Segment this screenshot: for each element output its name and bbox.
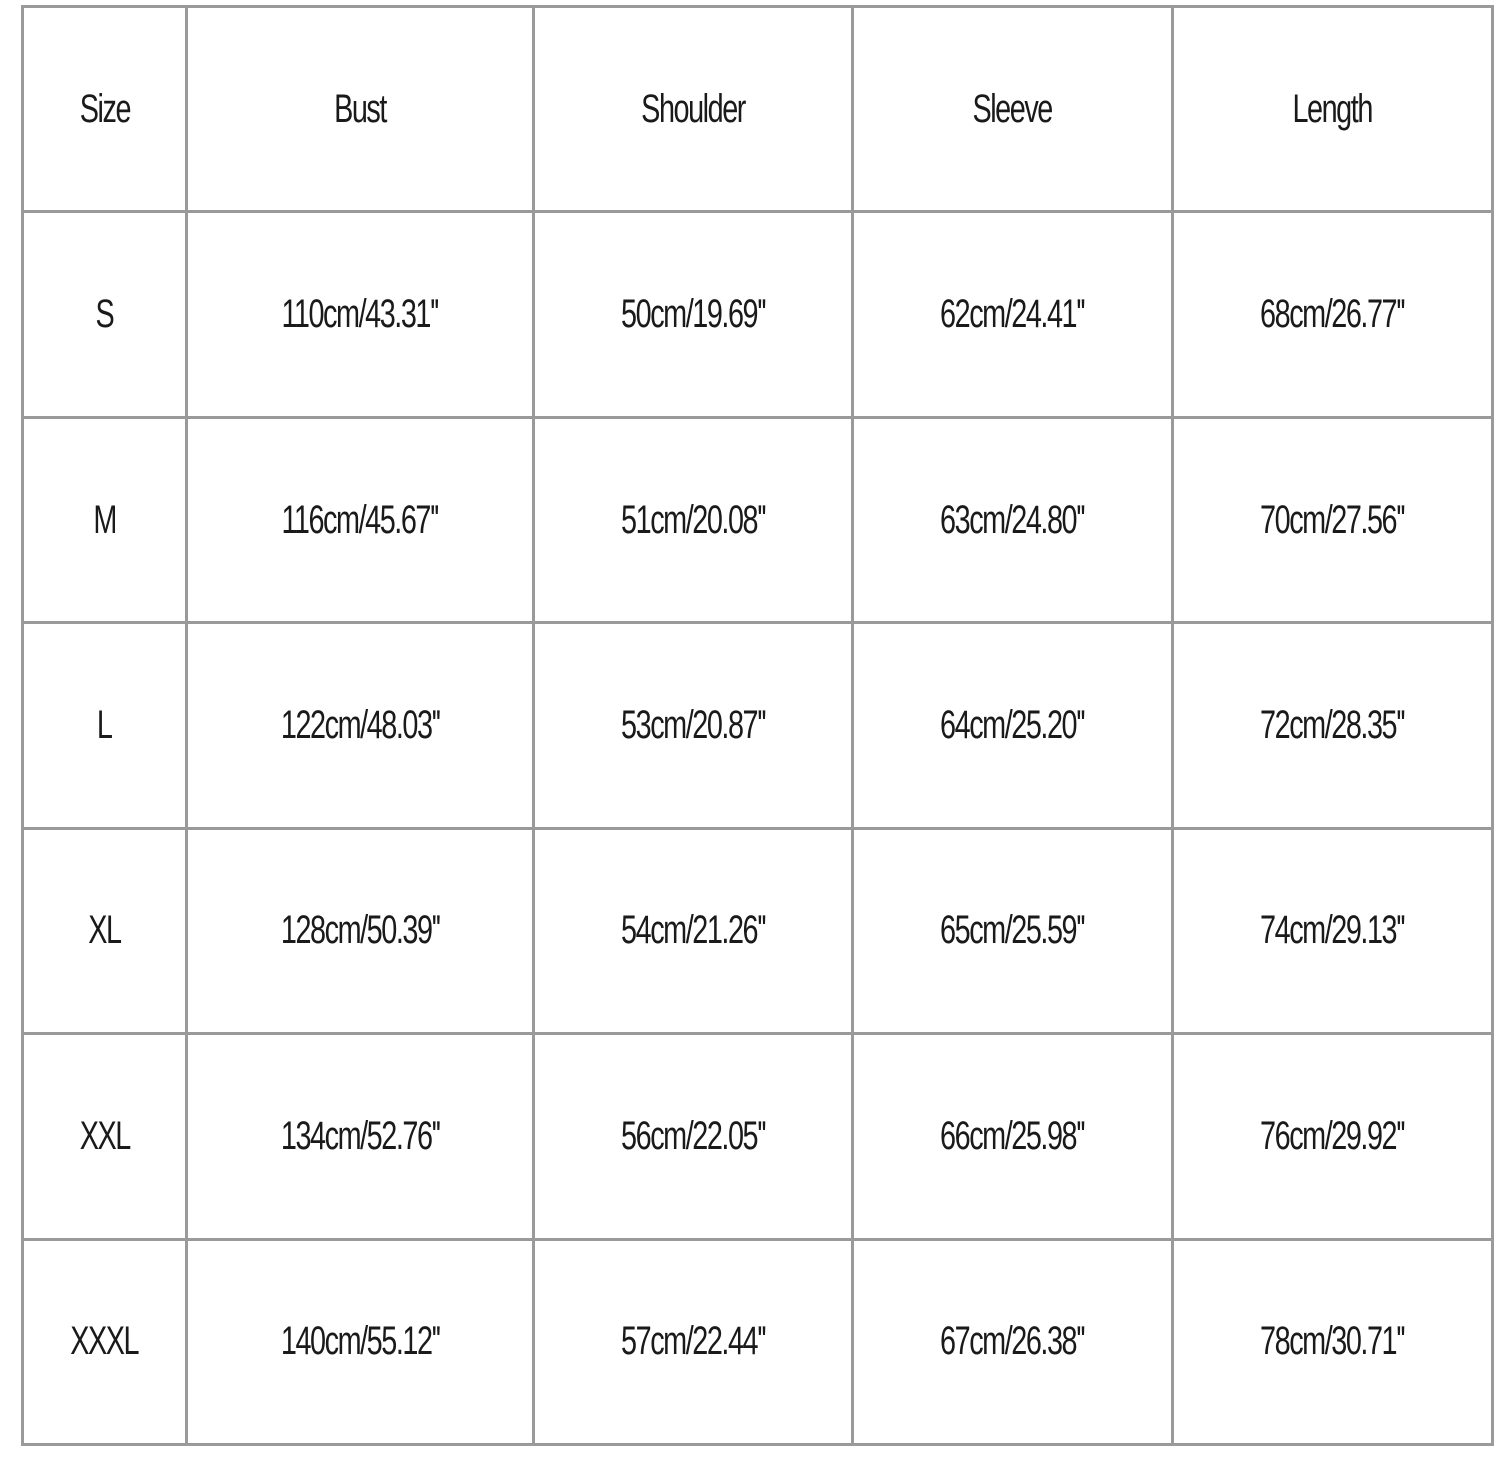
bust-cell: 110cm/43.31'' <box>187 212 534 417</box>
size-cell: XXXL <box>23 1239 187 1444</box>
bust-cell: 122cm/48.03'' <box>187 623 534 828</box>
sleeve-cell: 62cm/24.41'' <box>853 212 1173 417</box>
table-row <box>23 417 1493 622</box>
header-label-size: Size <box>79 86 130 131</box>
table-row <box>23 212 1493 417</box>
sleeve-cell: 67cm/26.38'' <box>853 1239 1173 1444</box>
header-label-bust: Bust <box>334 86 386 131</box>
length-cell: 78cm/30.71'' <box>1173 1239 1493 1444</box>
size-cell: S <box>23 212 187 417</box>
header-row <box>23 7 1493 212</box>
shoulder-cell: 56cm/22.05'' <box>534 1034 853 1239</box>
header-cell-shoulder <box>534 7 853 212</box>
shoulder-cell: 50cm/19.69'' <box>534 212 853 417</box>
length-cell: 70cm/27.56'' <box>1173 417 1493 622</box>
size-chart-table <box>21 5 1494 1446</box>
bust-cell: 128cm/50.39'' <box>187 828 534 1033</box>
length-cell: 72cm/28.35'' <box>1173 623 1493 828</box>
sleeve-cell: 64cm/25.20'' <box>853 623 1173 828</box>
size-cell: M <box>23 417 187 622</box>
length-cell: 76cm/29.92'' <box>1173 1034 1493 1239</box>
size-cell: XL <box>23 828 187 1033</box>
size-cell: XXL <box>23 1034 187 1239</box>
shoulder-cell: 53cm/20.87'' <box>534 623 853 828</box>
shoulder-cell: 54cm/21.26'' <box>534 828 853 1033</box>
table-row <box>23 623 1493 828</box>
bust-cell: 140cm/55.12'' <box>187 1239 534 1444</box>
table-row <box>23 828 1493 1033</box>
header-cell-length <box>1173 7 1493 212</box>
sleeve-cell: 65cm/25.59'' <box>853 828 1173 1033</box>
sleeve-cell: 63cm/24.80'' <box>853 417 1173 622</box>
table-row <box>23 1034 1493 1239</box>
shoulder-cell: 51cm/20.08'' <box>534 417 853 622</box>
sleeve-cell: 66cm/25.98'' <box>853 1034 1173 1239</box>
size-cell: L <box>23 623 187 828</box>
header-cell-sleeve <box>853 7 1173 212</box>
length-cell: 68cm/26.77'' <box>1173 212 1493 417</box>
length-cell: 74cm/29.13'' <box>1173 828 1493 1033</box>
header-label-sleeve: Sleeve <box>972 86 1053 131</box>
bust-cell: 134cm/52.76'' <box>187 1034 534 1239</box>
header-cell-size <box>23 7 187 212</box>
header-cell-bust <box>187 7 534 212</box>
header-label-length: Length <box>1292 86 1373 131</box>
header-label-shoulder: Shoulder <box>641 86 745 131</box>
table-row <box>23 1239 1493 1444</box>
shoulder-cell: 57cm/22.44'' <box>534 1239 853 1444</box>
bust-cell: 116cm/45.67'' <box>187 417 534 622</box>
